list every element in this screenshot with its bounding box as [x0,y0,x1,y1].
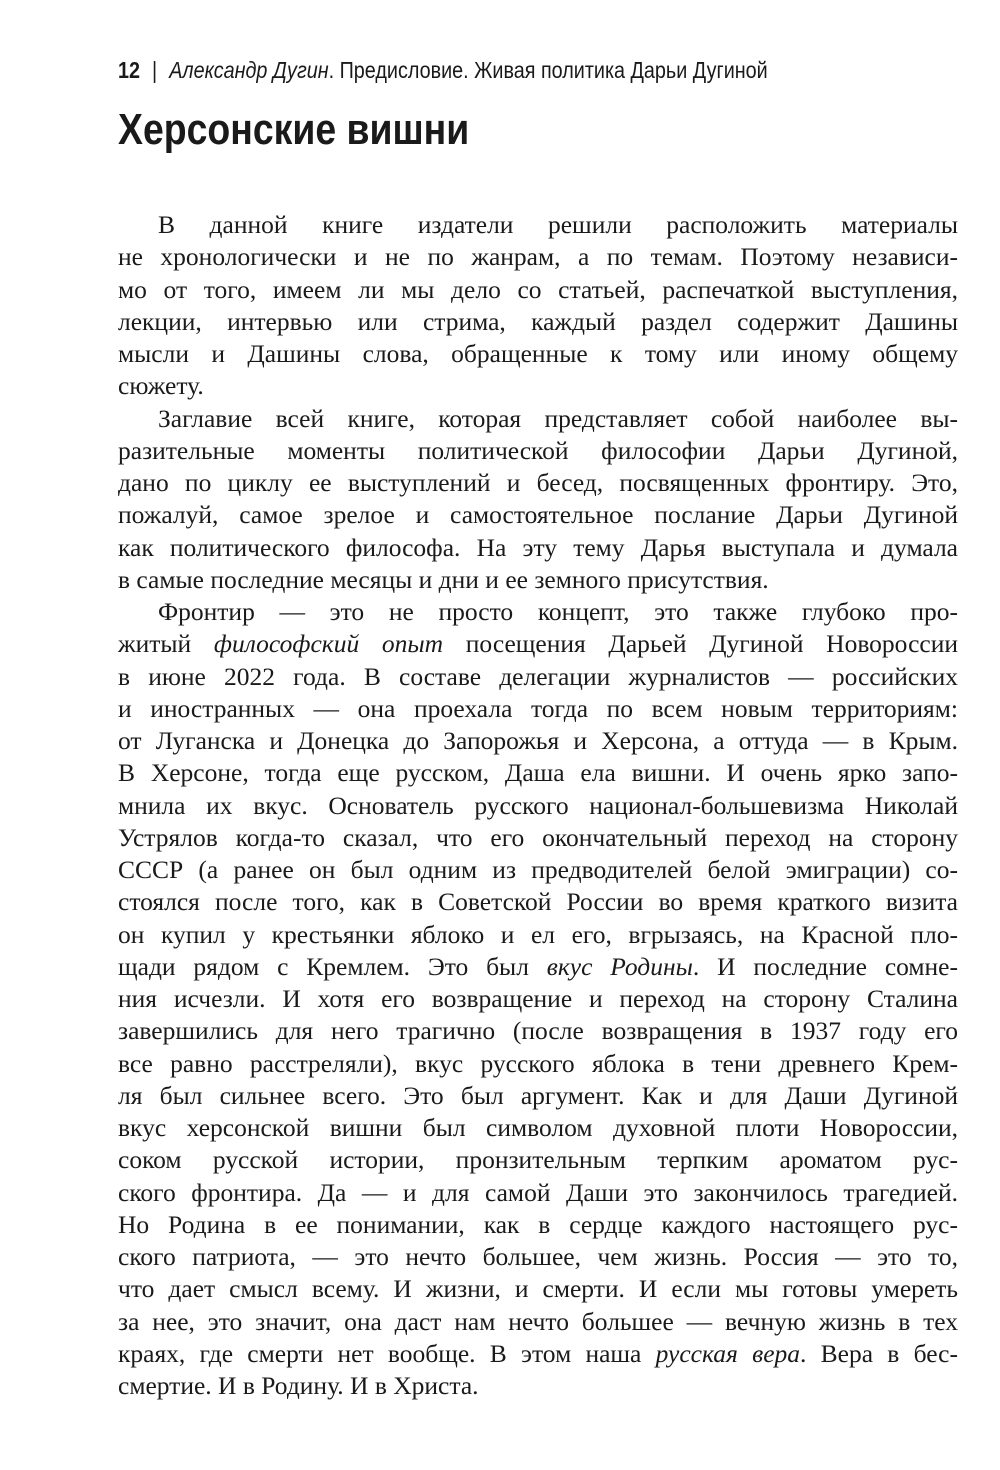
text-segment: Устрялов когда-то сказал, что его окончательный переход на сторону [118,822,958,852]
text-segment: не хронологически и не по жанрам, а по темам. Поэтому независи- [118,242,958,272]
text-segment: от Луганска и Донецка до Запорожья и Херсона, а оттуда — в Крым. [118,726,958,755]
text-line [118,725,958,757]
text-line [118,790,958,822]
text-line [118,1048,958,1080]
text-line [118,1306,958,1338]
text-segment: дано по циклу ее выступлений и бесед, посвященных фронтиру. Это, [118,468,958,497]
text-segment: житый [118,629,214,659]
text-line [118,274,958,306]
text-line [118,596,958,628]
text-line [118,1209,958,1241]
text-segment: в самые последние месяцы и дни и ее земного присутствия. [118,564,769,594]
text-line [118,661,958,693]
text-segment: Заглавие всей книге, которая представляет собой наиболее вы- [158,403,958,433]
text-segment: мнила их вкус. Основатель русского национал-большевизма Николай [118,790,958,820]
text-line [118,1338,958,1370]
text-line [118,628,958,660]
text-segment: все равно расстреляли), вкус русского яблока в тени древнего Крем- [118,1048,958,1078]
text-segment: в июне 2022 года. В составе делегации журналистов — российских [118,661,958,691]
italic-phrase: русская вера [655,1338,801,1368]
text-segment: ского патриота, — это нечто большее, чем жизнь. Россия — это то, [118,1242,958,1271]
text-line [118,1112,958,1144]
text-line [118,1177,958,1209]
text-segment: завершились для него трагично (после возвращения в 1937 году его [118,1016,958,1046]
text-line [118,338,958,370]
text-line [118,467,958,499]
text-segment: он купил у крестьянки яблоко и ел его, вгрызаясь, на Красной пло- [118,919,958,949]
text-line [118,693,958,725]
paragraph [118,209,958,403]
text-segment: лекции, интервью или стрима, каждый раздел содержит Дашины [118,306,958,336]
text-line [118,1080,958,1112]
text-segment: смертие. И в Родину. И в Христа. [118,1371,479,1400]
text-line [118,306,958,338]
running-head-separator: | [152,57,158,83]
text-line [118,532,958,564]
running-head-title: . Предисловие. Живая политика Дарьи Дугиной [328,57,768,83]
text-line [118,499,958,531]
text-line [118,951,958,983]
text-segment: что дает смысл всему. И жизни, и смерти. И если мы готовы умереть [118,1274,958,1304]
running-head [118,56,768,84]
text-segment: В Херсоне, тогда еще русском, Даша ела вишни. И очень ярко запо- [118,758,958,788]
text-segment: мысли и Дашины слова, обращенные к тому или иному общему [118,339,958,368]
text-segment: СССР (а ранее он был одним из предводителей белой эмиграции) со- [118,855,958,884]
text-line [118,403,958,435]
text-segment: В данной книге издатели решили расположить материалы [158,210,958,239]
text-segment: Фронтир — это не просто концепт, это также глубоко про- [158,597,958,626]
text-segment: ского фронтира. Да — и для самой Даши это закончилось трагедией. [118,1177,958,1207]
text-line [118,822,958,854]
text-segment: пожалуй, самое зрелое и самостоятельное послание Дарьи Дугиной [118,500,958,530]
text-segment: щади рядом с Кремлем. Это был [118,951,547,981]
text-line [118,1370,958,1402]
text-line [118,564,958,596]
text-line [118,886,958,918]
text-segment: мо от того, имеем ли мы дело со статьей, распечаткой выступления, [118,274,958,304]
running-head-author: Александр Дугин [169,57,329,83]
text-segment: ля был сильнее всего. Это был аргумент. Как и для Даши Дугиной [118,1080,958,1110]
text-segment: как политического философа. На эту тему Дарья выступала и думала [118,532,958,562]
text-segment: . И последние сомне- [692,951,958,981]
paragraph [118,596,958,1402]
body-text [118,209,958,1402]
page-number: 12 [118,57,141,83]
text-segment: разительные моменты политической философии Дарьи Дугиной, [118,435,958,465]
text-segment: за нее, это значит, она даст нам нечто большее — вечную жизнь в тех [118,1306,958,1336]
text-segment: вкус херсонской вишни был символом духовной плоти Новороссии, [118,1113,958,1142]
text-segment: посещения Дарьей Дугиной Новороссии [443,629,958,659]
text-segment: соком русской истории, пронзительным терпким ароматом рус- [118,1145,958,1175]
paragraph [118,403,958,597]
text-line [118,1015,958,1047]
text-segment: . Вера в бес- [800,1338,958,1368]
text-line [118,209,958,241]
text-line [118,1241,958,1273]
italic-phrase: философский опыт [213,629,444,659]
text-segment: краях, где смерти нет вообще. В этом наша [118,1338,656,1368]
text-line [118,241,958,273]
italic-phrase: вкус Родины [546,951,693,981]
text-line [118,1144,958,1176]
text-line [118,983,958,1015]
text-segment: сюжету. [118,371,204,401]
text-line [118,919,958,951]
text-line [118,1273,958,1305]
chapter-title: Херсонские вишни [118,105,470,154]
text-segment: Но Родина в ее понимании, как в сердце каждого настоящего рус- [118,1209,958,1239]
text-line [118,757,958,789]
text-segment: и иностранных — она проехала тогда по всем новым территориям: [118,693,958,723]
text-line [118,435,958,467]
text-line [118,854,958,886]
text-line [118,370,958,402]
text-segment: стоялся после того, как в Советской России во время краткого визита [118,887,958,917]
text-segment: ния исчезли. И хотя его возвращение и переход на сторону Сталина [118,984,958,1013]
